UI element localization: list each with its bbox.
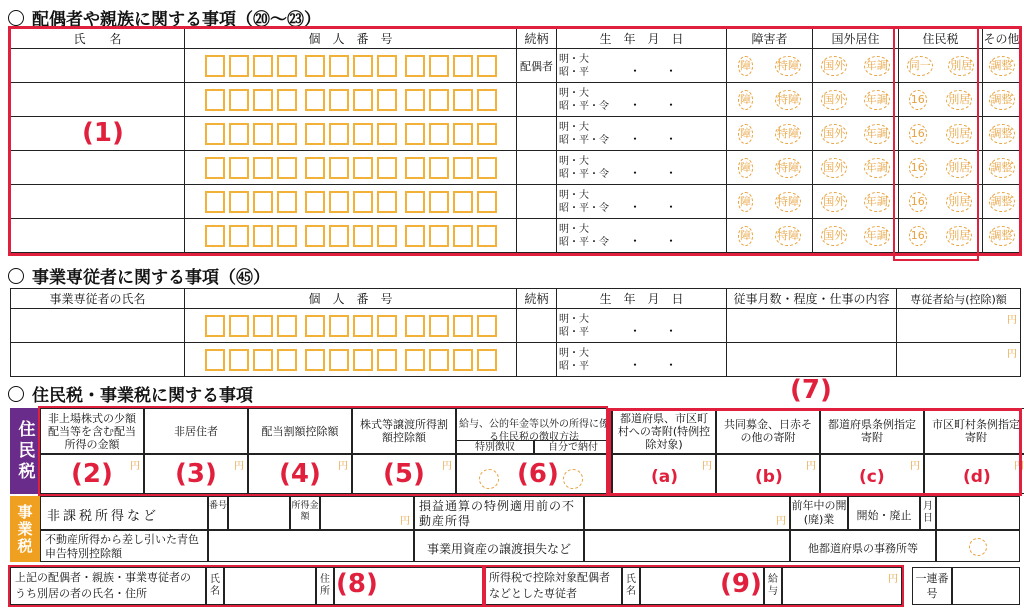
col-worker-rel: 続柄: [517, 289, 557, 309]
resident-col-header: 給与、公的年金等以外の所得に係る住民税の徴収方法: [456, 408, 612, 454]
digit-box[interactable]: [205, 315, 225, 337]
digit-box[interactable]: [477, 315, 497, 337]
year-end-stamp[interactable]: 年調: [864, 192, 890, 212]
fudosan-field[interactable]: 円: [584, 496, 790, 530]
col-worker-birth: 生 年 月 日: [557, 289, 727, 309]
col-worker-months: 従事月数・程度・仕事の内容: [727, 289, 897, 309]
tsukihi-label: 月日: [920, 496, 936, 530]
year-end-stamp[interactable]: 年調: [864, 56, 890, 76]
col-name: 氏 名: [11, 29, 185, 49]
abroad-stamp[interactable]: 国外: [821, 158, 847, 178]
tajimusho-label: 他都道府県の事務所等: [790, 530, 936, 562]
special-disability-stamp[interactable]: 特障: [775, 226, 801, 246]
col-worker-name: 事業専従者の氏名: [11, 289, 185, 309]
tajimusho-field[interactable]: [936, 530, 1020, 562]
region-8: [8, 565, 486, 607]
year-end-stamp[interactable]: 年調: [864, 226, 890, 246]
under16-stamp[interactable]: 16: [909, 192, 927, 212]
resident-col-field[interactable]: 円 (b): [716, 454, 820, 494]
abroad-stamp[interactable]: 国外: [821, 90, 847, 110]
digit-box[interactable]: [377, 349, 397, 371]
digit-box[interactable]: [229, 315, 249, 337]
ichiren-field[interactable]: [952, 567, 1020, 605]
circle-icon: [8, 268, 24, 284]
digit-box[interactable]: [253, 315, 273, 337]
adjust-stamp[interactable]: 調整: [989, 226, 1015, 246]
special-disability-stamp[interactable]: 特障: [775, 192, 801, 212]
circle-icon: [8, 10, 24, 26]
family-workers-table: [10, 288, 1021, 377]
resident-col-header: 都道府県、市区町村への寄附(特例控除対象): [612, 408, 716, 454]
region-9: [482, 565, 904, 607]
digit-box[interactable]: [477, 349, 497, 371]
label-8: (8): [336, 569, 378, 599]
birth-field[interactable]: 明・大 昭・平・令 ・ ・: [557, 151, 727, 185]
adjust-stamp[interactable]: 調整: [989, 124, 1015, 144]
kaihaigyo-label: 前年中の開(廃)業: [790, 496, 848, 530]
special-disability-stamp[interactable]: 特障: [775, 56, 801, 76]
jigyozei-label: 事業税: [15, 503, 34, 555]
aoiro-field[interactable]: [208, 530, 414, 562]
senjusha-label: 所得税で控除対象配偶者などとした専従者: [484, 567, 622, 605]
disability-stamp[interactable]: 障: [738, 124, 753, 144]
separate-stamp[interactable]: 別居: [946, 90, 972, 110]
year-end-stamp[interactable]: 年調: [864, 158, 890, 178]
kyuyo-label: 給与: [764, 567, 782, 605]
birth-field[interactable]: 明・大 昭・平・令 ・ ・: [557, 117, 727, 151]
ichiren-label: 一連番号: [912, 567, 952, 605]
col-number: 個 人 番 号: [185, 29, 517, 49]
region-resident: [893, 26, 979, 261]
bango-field[interactable]: [228, 496, 290, 530]
abroad-stamp[interactable]: 国外: [821, 56, 847, 76]
jibun-label: 自分で納付: [534, 440, 612, 454]
worker-relation-field[interactable]: [517, 309, 557, 343]
fudosan-label: 損益通算の特例適用前の不動産所得: [414, 496, 584, 530]
digit-box[interactable]: [429, 349, 449, 371]
months-field[interactable]: [727, 343, 897, 377]
col-resident: 住民税: [899, 29, 983, 49]
joto-sonshitsu-field[interactable]: [584, 530, 790, 562]
region-2-6: [38, 406, 608, 496]
bekkyo-label: 上記の配偶者・親族・事業専従者のうち別居の者の氏名・住所: [10, 567, 206, 605]
adjust-stamp[interactable]: 調整: [989, 158, 1015, 178]
col-worker-salary: 専従者給与(控除)額: [897, 289, 1021, 309]
digit-box[interactable]: [429, 315, 449, 337]
special-disability-stamp[interactable]: 特障: [775, 90, 801, 110]
shotoku-field[interactable]: 円: [320, 496, 414, 530]
kyuyo-field[interactable]: 円: [782, 567, 902, 605]
digit-box[interactable]: [405, 349, 425, 371]
digit-box[interactable]: [353, 315, 373, 337]
months-field[interactable]: [727, 309, 897, 343]
disability-stamp[interactable]: 障: [738, 56, 753, 76]
digit-box[interactable]: [453, 315, 473, 337]
adjust-stamp[interactable]: 調整: [989, 56, 1015, 76]
special-disability-stamp[interactable]: 特障: [775, 124, 801, 144]
resident-col-field[interactable]: 円 (5): [352, 454, 456, 494]
salary-field[interactable]: 円: [897, 309, 1021, 343]
col-worker-number: 個 人 番 号: [185, 289, 517, 309]
adjust-stamp[interactable]: 調整: [989, 192, 1015, 212]
tsukihi-field[interactable]: [936, 496, 1020, 530]
resident-col-header: 市区町村条例指定寄附: [924, 408, 1024, 454]
circle-icon: [8, 386, 24, 402]
digit-box[interactable]: [453, 349, 473, 371]
shimei-label: 氏名: [206, 567, 224, 605]
digit-box[interactable]: [205, 349, 225, 371]
tokubetsu-label: 特別徴収: [456, 440, 534, 454]
digit-box[interactable]: [305, 349, 325, 371]
under16-stamp[interactable]: 16: [909, 158, 927, 178]
worker-row: [11, 309, 1021, 343]
region-7: [608, 408, 1022, 496]
shimei2-label: 氏名: [622, 567, 640, 605]
resident-col-field[interactable]: 円 (4): [248, 454, 352, 494]
col-disability: 障害者: [727, 29, 813, 49]
digit-box[interactable]: [277, 315, 297, 337]
joto-sonshitsu-label: 事業用資産の譲渡損失など: [414, 530, 584, 562]
digit-box[interactable]: [329, 315, 349, 337]
digit-box[interactable]: [277, 349, 297, 371]
circle-mark-icon: [969, 538, 987, 556]
birth-field[interactable]: 明・大 昭・平・令 ・ ・: [557, 219, 727, 253]
section3-title: 住民税・事業税に関する事項: [8, 381, 253, 406]
aoiro-label: 不動産所得から差し引いた青色申告特別控除額: [40, 530, 208, 562]
separate-stamp[interactable]: 別居: [946, 158, 972, 178]
resident-col-header: 非居住者: [144, 408, 248, 454]
label-9: (9): [720, 569, 762, 599]
resident-col-header: 都道府県条例指定寄附: [820, 408, 924, 454]
resident-col-field[interactable]: 円 (3): [144, 454, 248, 494]
resident-col-field[interactable]: 円 (c): [820, 454, 924, 494]
resident-col-field[interactable]: 円 (d): [924, 454, 1024, 494]
jusho-label: 住所: [316, 567, 334, 605]
digit-box[interactable]: [305, 315, 325, 337]
separate-stamp[interactable]: 別居: [946, 124, 972, 144]
resident-col-field[interactable]: (6): [456, 454, 612, 494]
under16-stamp[interactable]: 16: [909, 124, 927, 144]
relation-field[interactable]: 配偶者: [517, 49, 557, 83]
birth-field[interactable]: 明・大 昭・平・令 ・ ・: [557, 185, 727, 219]
digit-box[interactable]: [377, 315, 397, 337]
abroad-stamp[interactable]: 国外: [821, 226, 847, 246]
digit-box[interactable]: [329, 349, 349, 371]
year-end-stamp[interactable]: 年調: [864, 124, 890, 144]
digit-box[interactable]: [229, 349, 249, 371]
section2-title: 事業専従者に関する事項（㊺）: [8, 263, 270, 288]
worker-name-field[interactable]: [11, 343, 185, 377]
worker-row: [11, 343, 1021, 377]
resident-col-header: 配当割額控除額: [248, 408, 352, 454]
juminzei-label: 住民税: [14, 419, 35, 483]
col-other: その他: [983, 29, 1021, 49]
col-abroad: 国外居住: [813, 29, 899, 49]
individual-number-boxes: [185, 315, 516, 337]
shotoku-kingaku-label: 所得金額: [290, 496, 320, 530]
resident-col-field[interactable]: 円 (a): [612, 454, 716, 494]
abroad-stamp[interactable]: 国外: [821, 124, 847, 144]
abroad-stamp[interactable]: 国外: [821, 192, 847, 212]
under16-stamp[interactable]: 16: [909, 90, 927, 110]
region-1: [8, 26, 1022, 256]
kaishi-haishi[interactable]: 開始・廃止: [848, 496, 920, 530]
under16-stamp[interactable]: 16: [909, 226, 927, 246]
adjust-stamp[interactable]: 調整: [989, 90, 1015, 110]
disability-stamp[interactable]: 障: [738, 90, 753, 110]
label-1: (1): [82, 118, 124, 148]
individual-number-boxes: [185, 349, 516, 371]
col-birth: 生 年 月 日: [557, 29, 727, 49]
resident-col-header: 非上場株式の少額配当等を含む配当所得の金額: [40, 408, 144, 454]
special-disability-stamp[interactable]: 特障: [775, 158, 801, 178]
worker-relation-field[interactable]: [517, 343, 557, 377]
same-stamp[interactable]: 同一: [907, 56, 933, 76]
separate-stamp[interactable]: 別居: [948, 56, 974, 76]
disability-stamp[interactable]: 障: [738, 192, 753, 212]
worker-name-field[interactable]: [11, 309, 185, 343]
birth-field[interactable]: 明・大 昭・平 ・ ・: [557, 49, 727, 83]
digit-box[interactable]: [353, 349, 373, 371]
resident-col-header: 株式等譲渡所得割額控除額: [352, 408, 456, 454]
worker-birth-field[interactable]: 明・大 昭・平 ・ ・: [557, 309, 727, 343]
label-7: (7): [790, 375, 832, 405]
disability-stamp[interactable]: 障: [738, 158, 753, 178]
disability-stamp[interactable]: 障: [738, 226, 753, 246]
separate-stamp[interactable]: 別居: [946, 226, 972, 246]
hikazei-label: 非課税所得など: [40, 496, 208, 530]
year-end-stamp[interactable]: 年調: [864, 90, 890, 110]
resident-col-field[interactable]: 円 (2): [40, 454, 144, 494]
birth-field[interactable]: 明・大 昭・平・令 ・ ・: [557, 83, 727, 117]
digit-box[interactable]: [253, 349, 273, 371]
resident-col-header: 共同募金、日赤その他の寄附: [716, 408, 820, 454]
bango-label: 番号: [208, 496, 228, 530]
separate-stamp[interactable]: 別居: [946, 192, 972, 212]
salary-field[interactable]: 円: [897, 343, 1021, 377]
col-rel: 続柄: [517, 29, 557, 49]
section1-title: 配偶者や親族に関する事項（⑳～㉓）: [8, 5, 321, 30]
digit-box[interactable]: [405, 315, 425, 337]
worker-birth-field[interactable]: 明・大 昭・平 ・ ・: [557, 343, 727, 377]
